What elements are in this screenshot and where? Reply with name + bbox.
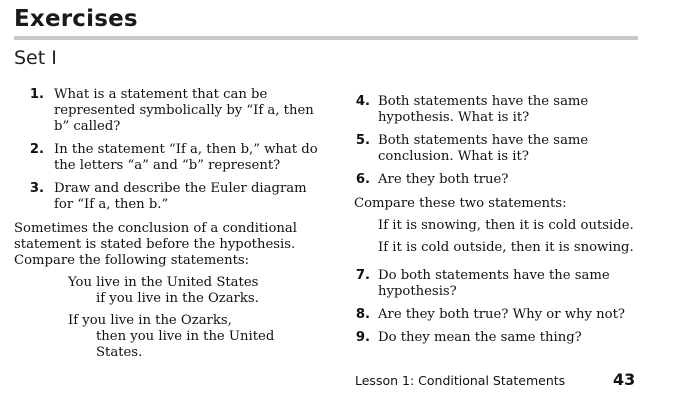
exercise-text: Do both statements have the same hypothesis? <box>378 268 610 299</box>
page-number: 43 <box>613 370 636 389</box>
exercise-text: What is a statement that can be represented symbolically by “If a, then b” called? <box>54 87 314 134</box>
exercise-item <box>354 94 644 126</box>
exercise-item <box>14 87 324 135</box>
set-label: Set I <box>14 47 57 69</box>
exercise-number: 6. <box>355 172 370 187</box>
exercise-number: 8. <box>355 307 370 322</box>
exercise-item <box>354 172 644 188</box>
page-title: Exercises <box>14 6 138 32</box>
statement-line: You live in the United States <box>68 275 259 290</box>
exercise-text: Draw and describe the Euler diagram for “If a, then b.” <box>54 181 307 212</box>
exercise-text: Are they both true? <box>378 172 509 187</box>
exercise-text: Do they mean the same thing? <box>378 330 582 345</box>
exercise-number: 5. <box>355 133 370 148</box>
exercise-item <box>354 268 644 300</box>
exercise-text: Both statements have the same conclusion. What is it? <box>378 133 589 164</box>
statement-line: If you live in the Ozarks, <box>68 313 232 328</box>
exercise-item <box>354 330 644 346</box>
exercise-number: 2. <box>29 142 44 157</box>
exercise-text: In the statement “If a, then b,” what do the letters “a” and “b” represent? <box>54 142 318 173</box>
title-rule <box>14 36 638 40</box>
statement-line: if you live in the Ozarks. <box>96 291 259 306</box>
exercise-item <box>14 142 324 174</box>
exercise-number: 9. <box>355 330 370 345</box>
exercise-number: 4. <box>355 94 370 109</box>
statement-line: then you live in the United States. <box>96 329 275 360</box>
statement-line: If it is snowing, then it is cold outside. <box>378 218 634 233</box>
exercise-text: Are they both true? Why or why not? <box>378 307 625 322</box>
exercise-item <box>354 307 644 323</box>
exercise-number: 7. <box>355 268 370 283</box>
intro-paragraph: Sometimes the conclusion of a conditional statement is stated before the hypothesis. Compare the following statements: <box>14 221 297 268</box>
exercise-item <box>354 133 644 165</box>
exercise-number: 1. <box>29 87 44 102</box>
compare-text: Compare these two statements: <box>354 196 567 211</box>
exercise-number: 3. <box>29 181 44 196</box>
statement-line: If it is cold outside, then it is snowing. <box>378 240 634 255</box>
right-column <box>354 94 644 353</box>
left-column <box>14 87 324 361</box>
exercise-item <box>14 181 324 213</box>
footer-lesson-title: Lesson 1: Conditional Statements <box>355 373 566 388</box>
exercise-text: Both statements have the same hypothesis. What is it? <box>378 94 589 125</box>
